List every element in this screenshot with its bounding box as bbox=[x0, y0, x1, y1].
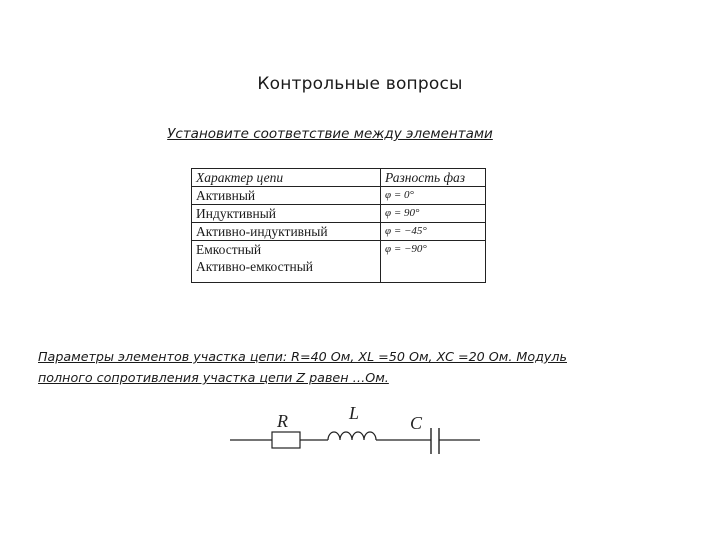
matching-table bbox=[191, 168, 486, 283]
circuit-type-item: Активно-индуктивный bbox=[192, 223, 381, 241]
question-line-2: полного сопротивления участка цепи Z равен …Ом. bbox=[38, 370, 389, 385]
table-row bbox=[192, 258, 486, 283]
phase-item: φ = 0° bbox=[381, 187, 486, 205]
label-r: R bbox=[277, 411, 288, 431]
table-row bbox=[192, 187, 486, 205]
table-row bbox=[192, 205, 486, 223]
circuit-type-item: Активный bbox=[192, 187, 381, 205]
phase-item: φ = 90° bbox=[381, 205, 486, 223]
circuit-diagram bbox=[225, 398, 485, 468]
phase-item: φ = −90° bbox=[385, 243, 427, 255]
resistor-symbol bbox=[272, 432, 300, 448]
task1-instruction: Установите соответствие между элементами bbox=[167, 126, 493, 142]
phase-item-empty bbox=[381, 258, 486, 283]
slide-title: Контрольные вопросы bbox=[257, 74, 463, 94]
phase-item: φ = −45° bbox=[381, 223, 486, 241]
circuit-type-item: Емкостный bbox=[192, 241, 381, 259]
header-phase-difference: Разность фаз bbox=[381, 169, 486, 187]
question-line-1: Параметры элементов участка цепи: R=40 Ом, XL =50 Ом, XC =20 Ом. Модуль bbox=[38, 349, 567, 364]
label-c: C bbox=[410, 413, 423, 433]
table-header-row bbox=[192, 169, 486, 187]
label-l: L bbox=[349, 403, 360, 423]
circuit-type-item: Активно-емкостный bbox=[192, 258, 381, 283]
circuit-type-item: Индуктивный bbox=[192, 205, 381, 223]
header-circuit-type: Характер цепи bbox=[192, 169, 381, 187]
task2-question bbox=[38, 346, 698, 388]
table-row bbox=[192, 241, 486, 259]
table-row bbox=[192, 223, 486, 241]
inductor-symbol bbox=[328, 432, 376, 440]
